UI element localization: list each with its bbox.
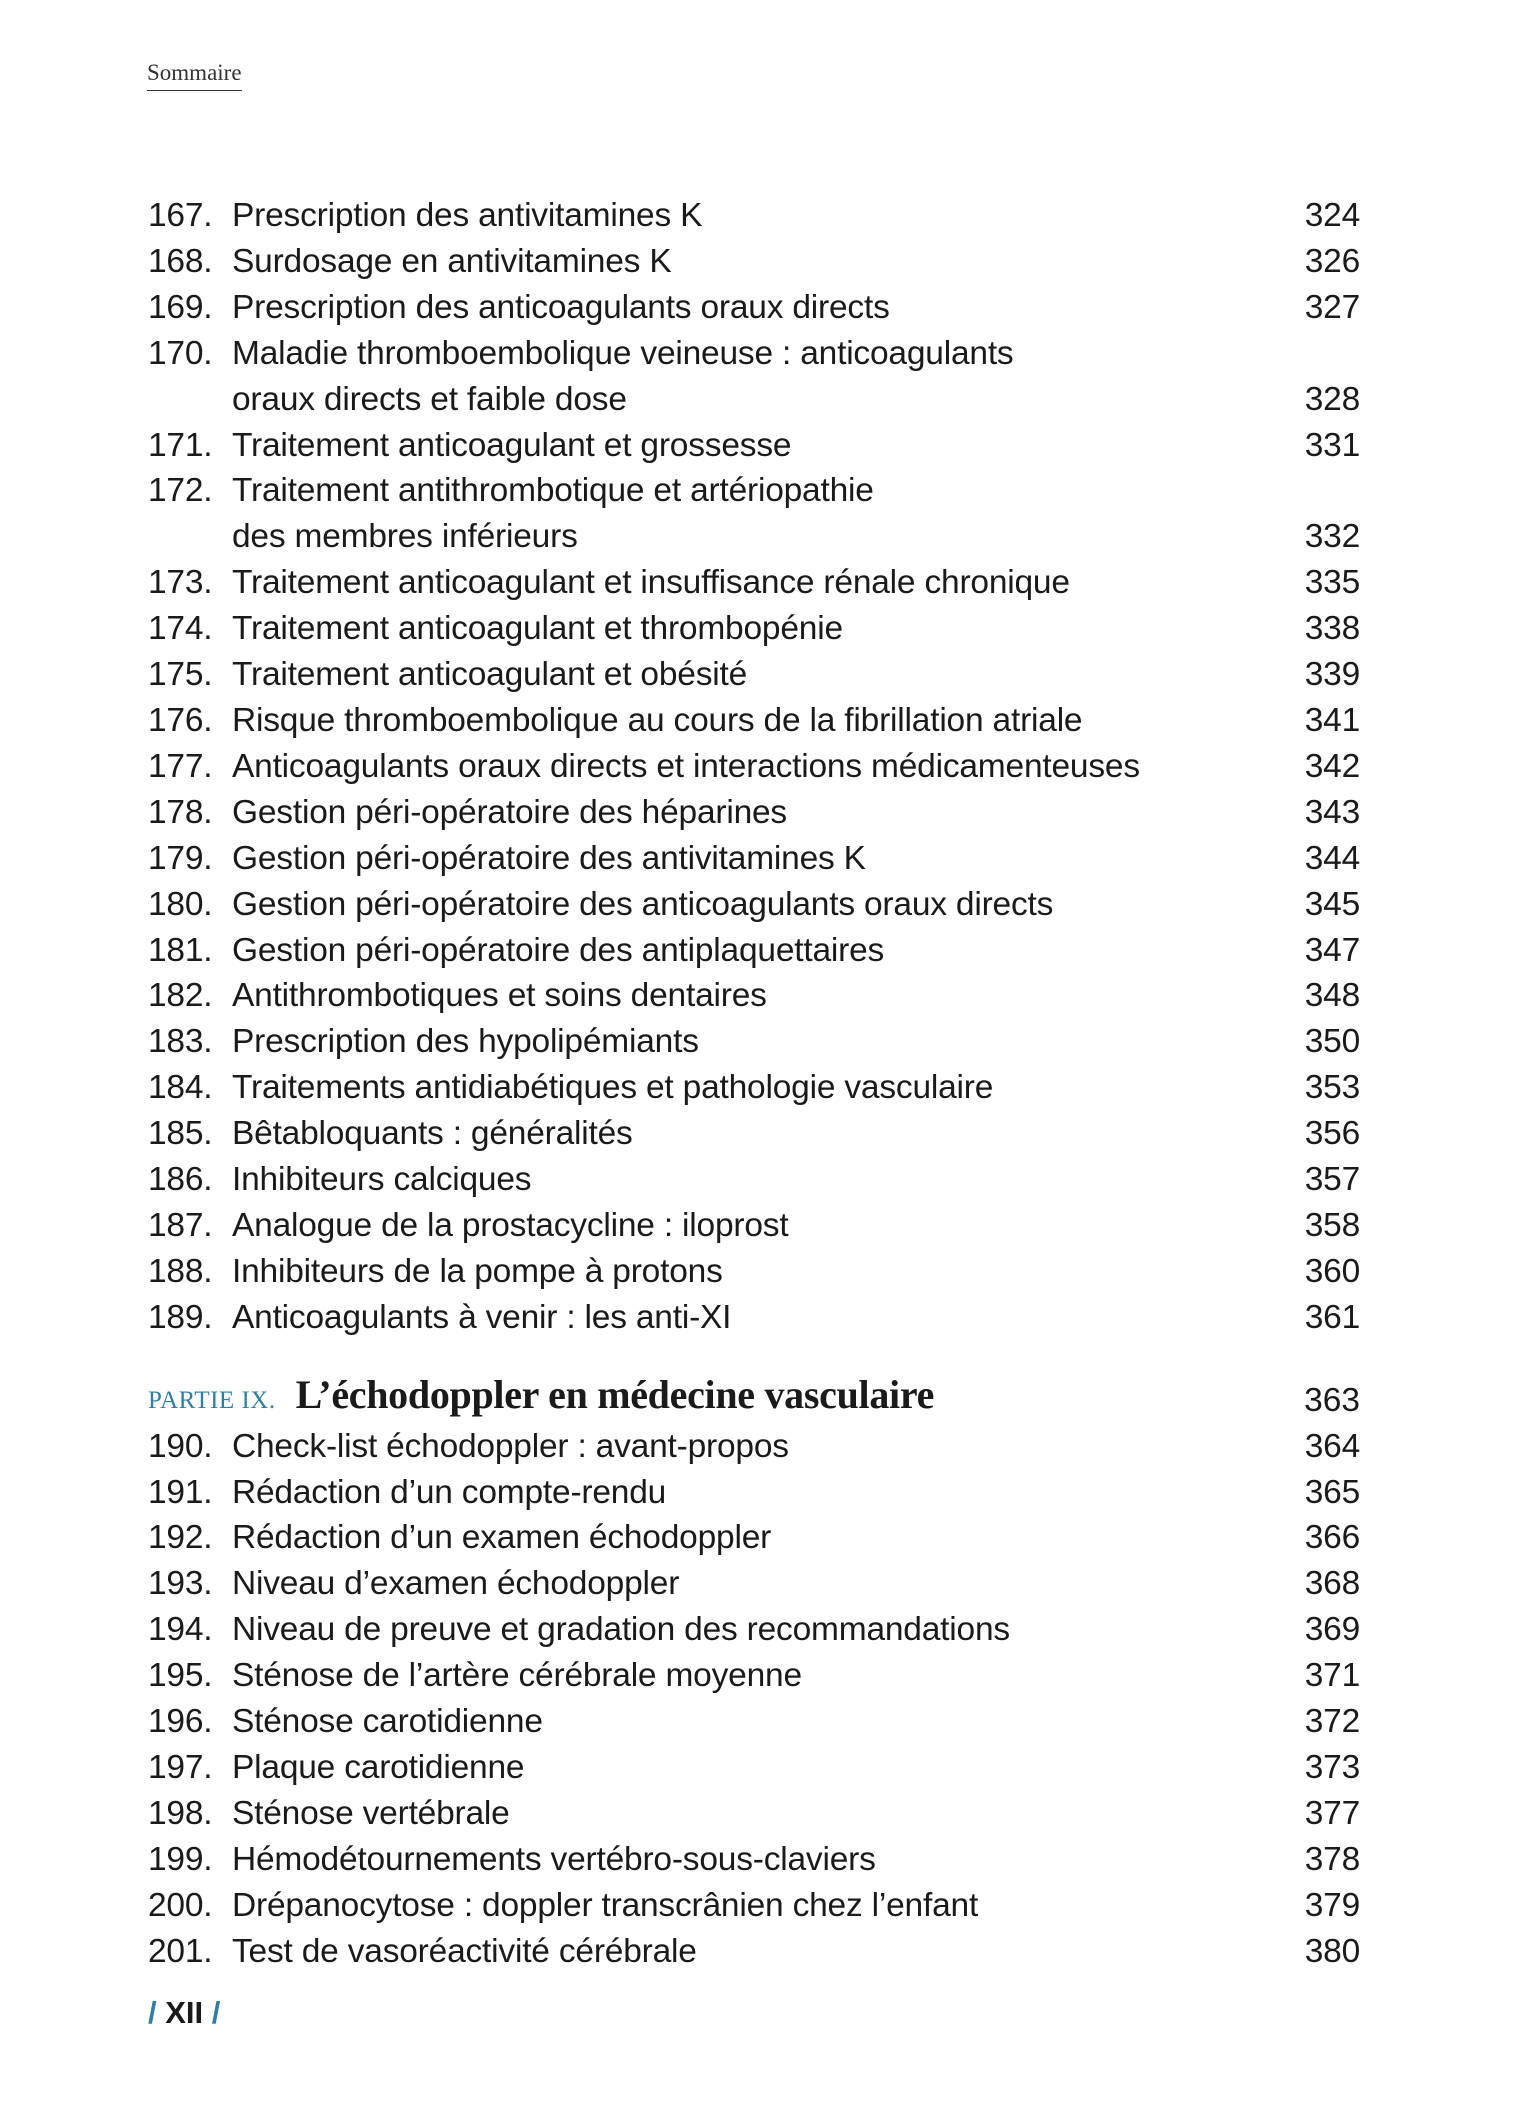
toc-entry[interactable] [148, 1249, 1360, 1295]
entry-number: 187. [148, 1206, 213, 1244]
entry-title [232, 1295, 1280, 1341]
toc-entry[interactable] [148, 698, 1360, 744]
toc-entry[interactable] [148, 423, 1360, 469]
entry-number: 197. [148, 1749, 213, 1786]
part-heading[interactable] [148, 1372, 1360, 1424]
toc-entry[interactable] [148, 1837, 1360, 1883]
entry-page-number: 324 [1304, 197, 1360, 234]
entry-title-line: Maladie thromboembolique veineuse : anticoagulants [232, 334, 1014, 372]
entry-page-number: 373 [1304, 1749, 1360, 1786]
toc-entry[interactable] [148, 1653, 1360, 1699]
entry-number: 167. [148, 197, 213, 234]
entry-title-line: Rédaction d’un examen échodoppler [232, 1519, 772, 1557]
entry-title-line: Gestion péri-opératoire des anticoagulants oraux directs [232, 885, 1054, 923]
entry-page-number: 331 [1304, 426, 1360, 464]
entry-title-line: des membres inférieurs [232, 518, 578, 556]
entry-number: 176. [148, 701, 213, 739]
part-title: L’échodoppler en médecine vasculaire [295, 1371, 935, 1417]
toc-entry[interactable] [148, 1929, 1360, 1975]
entry-number: 200. [148, 1886, 213, 1924]
folio-slash-right: / [211, 1995, 221, 2030]
entry-title-line: Prescription des antivitamines K [232, 197, 703, 234]
entry-title-line: Traitements antidiabétiques et pathologie vasculaire [232, 1069, 994, 1107]
entry-number: 188. [148, 1252, 213, 1290]
entry-title [232, 1065, 1280, 1111]
toc-entry[interactable] [148, 836, 1360, 882]
entry-page-number: 342 [1304, 747, 1360, 785]
entry-page-number: 341 [1304, 701, 1360, 739]
toc-entry[interactable] [148, 193, 1360, 239]
entry-title-line: Inhibiteurs de la pompe à protons [232, 1252, 723, 1290]
entry-number: 201. [148, 1932, 213, 1970]
entry-title [232, 193, 1280, 239]
entry-number: 170. [148, 334, 213, 372]
entry-title [232, 1699, 1280, 1745]
toc-entries-group [148, 1424, 1360, 1975]
entry-title [232, 1111, 1280, 1157]
toc-entries-group [148, 193, 1360, 1341]
toc-entry[interactable] [148, 1019, 1360, 1065]
toc-entry[interactable] [148, 468, 1360, 560]
entry-page-number: 353 [1304, 1069, 1360, 1107]
entry-page-number: 344 [1304, 839, 1360, 877]
entry-page-number: 356 [1304, 1115, 1360, 1153]
entry-page-number: 377 [1304, 1794, 1360, 1832]
entry-page-number: 378 [1304, 1840, 1360, 1878]
entry-title-line: oraux directs et faible dose [232, 380, 627, 418]
table-of-contents [148, 193, 1360, 1975]
entry-page-number: 372 [1304, 1703, 1360, 1741]
entry-number: 198. [148, 1794, 213, 1832]
entry-number: 178. [148, 793, 213, 831]
entry-title-line: Niveau de preuve et gradation des recommandations [232, 1611, 1010, 1649]
toc-entry[interactable] [148, 560, 1360, 606]
entry-title-line: Hémodétournements vertébro-sous-claviers [232, 1840, 876, 1878]
entry-title [232, 1470, 1280, 1516]
entry-page-number: 339 [1304, 656, 1360, 694]
entry-title [232, 882, 1280, 928]
entry-title [232, 1515, 1280, 1561]
entry-page-number: 368 [1304, 1565, 1360, 1603]
entry-title-line: Bêtabloquants : généralités [232, 1115, 633, 1153]
entry-page-number: 369 [1304, 1611, 1360, 1649]
entry-number: 177. [148, 747, 213, 785]
entry-number: 172. [148, 472, 213, 510]
entry-page-number: 347 [1304, 931, 1360, 969]
entry-title [232, 836, 1280, 882]
toc-entry[interactable] [148, 285, 1360, 331]
entry-page-number: 358 [1304, 1206, 1360, 1244]
entry-number: 171. [148, 426, 213, 464]
folio-slash-left: / [148, 1995, 157, 2030]
entry-title-line: Drépanocytose : doppler transcrânien chez l’enfant [232, 1886, 979, 1924]
entry-title-line: Check-list échodoppler : avant-propos [232, 1427, 789, 1465]
entry-title [232, 1019, 1280, 1065]
entry-title [232, 1249, 1280, 1295]
entry-title [232, 790, 1280, 836]
entry-number: 192. [148, 1519, 213, 1557]
entry-title-line: Anticoagulants à venir : les anti-XI [232, 1298, 732, 1336]
entry-title [232, 1203, 1280, 1249]
entry-title-line: Gestion péri-opératoire des héparines [232, 793, 787, 831]
entry-title-line: Surdosage en antivitamines K [232, 242, 672, 280]
entry-title [232, 1424, 1280, 1470]
entry-title [232, 698, 1280, 744]
entry-title [232, 1745, 1280, 1791]
entry-title [232, 1837, 1280, 1883]
part-page-number: 363 [1304, 1381, 1360, 1419]
entry-title [232, 606, 1280, 652]
entry-title-line: Inhibiteurs calciques [232, 1161, 532, 1199]
entry-title-line: Traitement anticoagulant et obésité [232, 656, 748, 694]
toc-entry[interactable] [148, 1745, 1360, 1791]
entry-title-line: Plaque carotidienne [232, 1749, 525, 1786]
entry-page-number: 364 [1304, 1427, 1360, 1465]
toc-entry[interactable] [148, 744, 1360, 790]
entry-title [232, 1561, 1280, 1607]
toc-entry[interactable] [148, 928, 1360, 974]
entry-title [232, 1929, 1280, 1975]
entry-page-number: 345 [1304, 885, 1360, 923]
entry-title-line: Gestion péri-opératoire des antivitamines K [232, 839, 866, 877]
entry-title [232, 468, 1280, 560]
entry-page-number: 327 [1304, 288, 1360, 326]
entry-title-line: Traitement antithrombotique et artériopathie [232, 472, 874, 510]
entry-number: 186. [148, 1161, 213, 1199]
toc-entry[interactable] [148, 331, 1360, 423]
toc-entry[interactable] [148, 1157, 1360, 1203]
entry-title [232, 1653, 1280, 1699]
entry-title-line: Traitement anticoagulant et thrombopénie [232, 610, 843, 648]
entry-page-number: 357 [1304, 1161, 1360, 1199]
entry-number: 199. [148, 1840, 213, 1878]
entry-page-number: 328 [1304, 380, 1360, 418]
entry-title-line: Prescription des hypolipémiants [232, 1023, 699, 1061]
entry-number: 174. [148, 610, 213, 648]
entry-number: 181. [148, 931, 213, 969]
toc-entry[interactable] [148, 1203, 1360, 1249]
entry-page-number: 332 [1304, 518, 1360, 556]
entry-title [232, 1607, 1280, 1653]
toc-entry[interactable] [148, 882, 1360, 928]
toc-entry[interactable] [148, 1515, 1360, 1561]
entry-title [232, 744, 1280, 790]
entry-number: 193. [148, 1565, 213, 1603]
toc-entry[interactable] [148, 1470, 1360, 1516]
toc-entry[interactable] [148, 1065, 1360, 1111]
toc-entry[interactable] [148, 606, 1360, 652]
entry-number: 190. [148, 1427, 213, 1465]
entry-page-number: 335 [1304, 564, 1360, 602]
entry-number: 175. [148, 656, 213, 694]
entry-number: 194. [148, 1611, 213, 1649]
entry-page-number: 365 [1304, 1473, 1360, 1511]
entry-title-line: Prescription des anticoagulants oraux directs [232, 288, 890, 326]
entry-title-line: Niveau d’examen échodoppler [232, 1565, 680, 1603]
entry-title-line: Rédaction d’un compte-rendu [232, 1473, 667, 1511]
running-header: Sommaire [147, 60, 242, 91]
entry-number: 168. [148, 242, 213, 280]
entry-number: 179. [148, 839, 213, 877]
entry-number: 169. [148, 288, 213, 326]
entry-title [232, 239, 1280, 285]
entry-page-number: 350 [1304, 1023, 1360, 1061]
entry-title [232, 1157, 1280, 1203]
part-label: PARTIE IX. [148, 1386, 276, 1414]
entry-title [232, 423, 1280, 469]
entry-page-number: 343 [1304, 793, 1360, 831]
entry-title-line: Sténose de l’artère cérébrale moyenne [232, 1657, 802, 1695]
entry-page-number: 366 [1304, 1519, 1360, 1557]
entry-page-number: 348 [1304, 977, 1360, 1015]
toc-entry[interactable] [148, 1424, 1360, 1470]
entry-title [232, 652, 1280, 698]
entry-number: 196. [148, 1703, 213, 1741]
entry-number: 173. [148, 564, 213, 602]
toc-entry[interactable] [148, 1883, 1360, 1929]
entry-page-number: 326 [1304, 242, 1360, 280]
toc-entry[interactable] [148, 1699, 1360, 1745]
toc-entry[interactable] [148, 973, 1360, 1019]
entry-title-line: Sténose carotidienne [232, 1703, 543, 1741]
toc-entry[interactable] [148, 652, 1360, 698]
entry-number: 189. [148, 1298, 213, 1336]
entry-number: 180. [148, 885, 213, 923]
entry-page-number: 380 [1304, 1932, 1360, 1970]
entry-title [232, 1883, 1280, 1929]
entry-title-line: Test de vasoréactivité cérébrale [232, 1932, 697, 1970]
entry-title-line: Gestion péri-opératoire des antiplaquettaires [232, 931, 885, 969]
entry-title-line: Traitement anticoagulant et insuffisance rénale chronique [232, 564, 1070, 602]
toc-entry[interactable] [148, 1607, 1360, 1653]
entry-title [232, 1791, 1280, 1837]
entry-number: 191. [148, 1473, 213, 1511]
page-folio [148, 1995, 220, 2031]
entry-title-line: Risque thromboembolique au cours de la fibrillation atriale [232, 701, 1083, 739]
folio-number: XII [165, 1995, 204, 2030]
entry-title-line: Antithrombotiques et soins dentaires [232, 977, 767, 1015]
entry-number: 195. [148, 1657, 213, 1695]
toc-entry[interactable] [148, 239, 1360, 285]
toc-entry[interactable] [148, 1561, 1360, 1607]
entry-page-number: 338 [1304, 610, 1360, 648]
entry-title [232, 973, 1280, 1019]
entry-title [232, 560, 1280, 606]
toc-entry[interactable] [148, 790, 1360, 836]
entry-number: 184. [148, 1069, 213, 1107]
entry-number: 185. [148, 1115, 213, 1153]
entry-page-number: 379 [1304, 1886, 1360, 1924]
toc-entry[interactable] [148, 1295, 1360, 1341]
toc-entry[interactable] [148, 1791, 1360, 1837]
entry-page-number: 361 [1304, 1298, 1360, 1336]
entry-page-number: 360 [1304, 1252, 1360, 1290]
entry-title-line: Sténose vertébrale [232, 1794, 510, 1832]
entry-number: 182. [148, 977, 213, 1015]
entry-title-line: Anticoagulants oraux directs et interactions médicamenteuses [232, 747, 1140, 785]
entry-title [232, 331, 1280, 423]
entry-title [232, 928, 1280, 974]
entry-title-line: Traitement anticoagulant et grossesse [232, 426, 792, 464]
entry-number: 183. [148, 1023, 213, 1061]
toc-entry[interactable] [148, 1111, 1360, 1157]
entry-title [232, 285, 1280, 331]
entry-page-number: 371 [1304, 1657, 1360, 1695]
entry-title-line: Analogue de la prostacycline : iloprost [232, 1206, 789, 1244]
